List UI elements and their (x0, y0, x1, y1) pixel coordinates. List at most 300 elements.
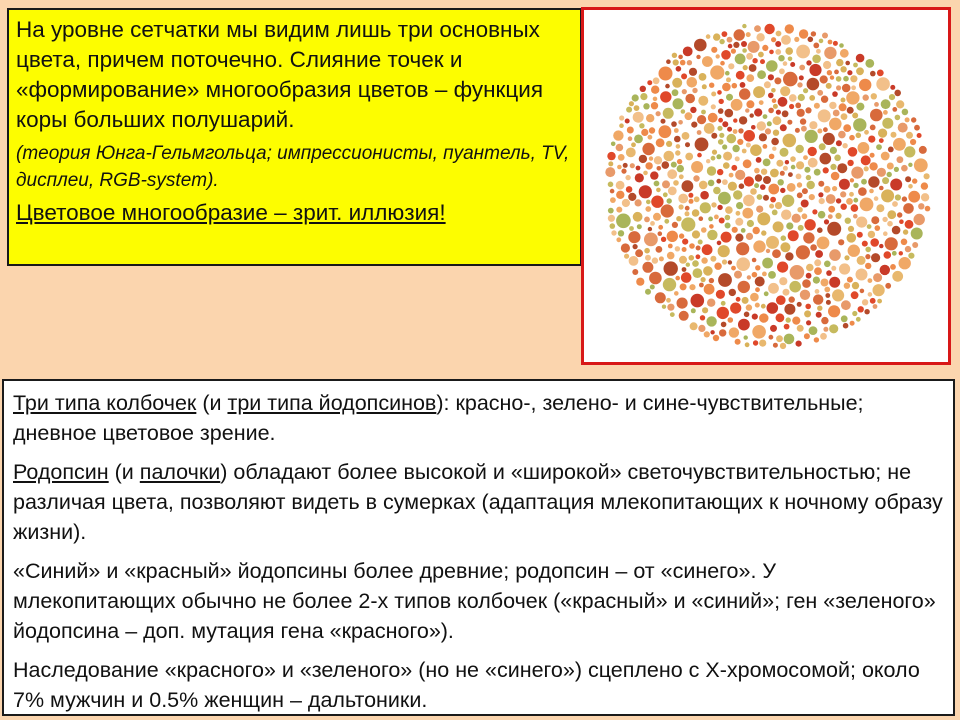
plate-dot (670, 312, 675, 317)
plate-dot (695, 138, 709, 152)
plate-dot (750, 293, 759, 302)
plate-dot (813, 43, 819, 49)
plate-dot (784, 334, 795, 345)
plate-dot (841, 315, 848, 322)
plate-dot (826, 83, 832, 89)
plate-dot (675, 150, 680, 155)
plate-dot (899, 251, 903, 255)
plate-dot (797, 182, 802, 187)
plate-dot (808, 158, 818, 168)
plate-dot (895, 194, 901, 200)
plate-dot (780, 148, 789, 157)
plate-dot (624, 254, 629, 259)
plate-dot (610, 189, 615, 194)
plate-dot (743, 159, 752, 168)
plate-dot (768, 108, 774, 114)
plate-dot (678, 55, 683, 60)
plate-dot (720, 61, 725, 66)
plate-dot (694, 196, 700, 202)
plate-dot (711, 133, 717, 139)
plate-dot (733, 129, 738, 134)
plate-dot (840, 49, 849, 58)
plate-dot (731, 99, 743, 111)
plate-dot (672, 89, 679, 96)
plate-dot (619, 123, 624, 128)
plate-dot (681, 217, 695, 231)
plate-dot (785, 252, 793, 260)
plate-dot (672, 78, 682, 88)
plate-dot (839, 43, 844, 48)
plate-dot (839, 263, 850, 274)
plate-dot (845, 61, 850, 66)
plate-dot (818, 181, 824, 187)
plate-dot (693, 268, 703, 278)
plate-dot (610, 197, 616, 203)
plate-dot (809, 194, 815, 200)
plate-dot (628, 193, 636, 201)
plate-dot (717, 241, 722, 246)
plate-dot (905, 220, 914, 229)
plate-dot (796, 145, 804, 153)
plate-dot (890, 264, 896, 270)
plate-dot (879, 138, 884, 143)
plate-dot (729, 289, 736, 296)
plate-dot (761, 169, 767, 175)
plate-dot (880, 265, 890, 275)
plate-dot (794, 37, 799, 42)
plate-dot (682, 239, 688, 245)
plate-dot (797, 207, 802, 212)
plate-dot (646, 200, 651, 205)
plate-dot (874, 196, 879, 201)
plate-dot (689, 199, 694, 204)
plate-dot (807, 181, 815, 189)
plate-dot (877, 70, 884, 77)
plate-dot (810, 244, 817, 251)
plate-dot (668, 187, 677, 196)
plate-dot (673, 59, 679, 65)
plate-dot (639, 155, 647, 163)
plate-dot (781, 35, 791, 45)
plate-dot (630, 163, 635, 168)
plate-dot (844, 255, 849, 260)
plate-dot (819, 39, 824, 44)
plate-dot (820, 153, 832, 165)
plate-dot (707, 230, 717, 240)
plate-dot (823, 133, 835, 145)
plate-dot (765, 128, 771, 134)
plate-dot (704, 284, 715, 295)
plate-dot (728, 317, 734, 323)
plate-dot (905, 176, 911, 182)
plate-dot (704, 331, 710, 337)
plate-dot (796, 341, 802, 347)
plate-dot (702, 84, 707, 89)
plate-dot (830, 75, 834, 79)
plate-dot (834, 155, 841, 162)
plate-dot (823, 327, 828, 332)
plate-dot (840, 66, 846, 72)
plate-dot (757, 194, 763, 200)
plate-dot (780, 171, 785, 176)
cones-text-a: (и (196, 391, 228, 415)
plate-dot (738, 128, 743, 133)
plate-dot (718, 108, 724, 114)
plate-dot (650, 221, 655, 226)
plate-dot (805, 130, 818, 143)
plate-dot (681, 109, 686, 114)
plate-dot (711, 202, 716, 207)
plate-dot (709, 224, 714, 229)
plate-dot (622, 199, 630, 207)
plate-dot (662, 305, 666, 309)
plate-dot (856, 67, 864, 75)
plate-dot (776, 313, 785, 322)
plate-dot (605, 167, 615, 177)
plate-dot (821, 279, 829, 287)
plate-dot (636, 166, 641, 171)
plate-dot (896, 100, 904, 108)
plate-dot (901, 239, 908, 246)
cones-text-b: ): красно-, зелено- и сине-чувствительные; дневное цветовое зрение. (13, 391, 864, 445)
plate-dot (726, 77, 731, 82)
color-blindness-test-plate (584, 10, 948, 362)
plate-dot (681, 73, 687, 79)
plate-dot (819, 198, 825, 204)
plate-dot (849, 192, 854, 197)
plate-dot (806, 320, 811, 325)
plate-dot (764, 81, 771, 88)
plate-dot (747, 275, 751, 279)
plate-dot (679, 233, 684, 238)
plate-dot (832, 186, 837, 191)
plate-dot (833, 41, 838, 46)
plate-dot (881, 189, 894, 202)
plate-dot (668, 244, 673, 249)
plate-dot (746, 304, 752, 310)
plate-dot (628, 231, 640, 243)
plate-dot (690, 322, 698, 330)
plate-dot (821, 96, 828, 103)
plate-dot (889, 94, 895, 100)
plate-dot (914, 214, 925, 225)
plate-dot (740, 82, 746, 88)
plate-dot (877, 299, 882, 304)
plate-dot (742, 48, 747, 53)
plate-dot (865, 247, 871, 253)
plate-dot (776, 110, 781, 115)
plate-dot (744, 312, 750, 318)
plate-dot (826, 270, 832, 276)
plate-dot (884, 251, 892, 259)
plate-dot (869, 162, 877, 170)
plate-dot (840, 191, 846, 197)
plate-dot (678, 194, 688, 204)
plate-dot (659, 67, 673, 81)
plate-dot (858, 142, 870, 154)
plate-dot (701, 257, 707, 263)
plate-dot (729, 327, 739, 337)
plate-dot (903, 203, 914, 214)
plate-dot (764, 24, 774, 34)
plate-dot (649, 127, 655, 133)
plate-dot (752, 314, 758, 320)
plate-dot (830, 164, 836, 170)
plate-dot (802, 188, 808, 194)
plate-dot (732, 145, 739, 152)
plate-dot (676, 66, 682, 72)
plate-dot (706, 34, 711, 39)
rhodopsin-text-b: ) обладают более высокой и «широкой» светочувствительностью; не различая цвета, позволяют видеть в сумерках (адаптация млекопитающих к ночному образу жизни). (13, 460, 943, 544)
plate-dot (862, 241, 868, 247)
plate-dot (779, 277, 787, 285)
plate-dot (870, 298, 876, 304)
plate-dot (649, 156, 653, 160)
plate-dot (650, 171, 658, 179)
plate-dot (902, 196, 907, 201)
plate-dot (634, 135, 643, 144)
plate-dot (679, 174, 684, 179)
plate-dot (663, 108, 674, 119)
plate-dot (786, 317, 791, 322)
plate-dot (856, 103, 864, 111)
plate-dot (809, 326, 818, 335)
plate-dot (770, 169, 779, 178)
plate-dot (797, 109, 805, 117)
plate-dot (650, 285, 655, 290)
plate-dot (756, 157, 762, 163)
plate-dot (674, 136, 681, 143)
plate-dot (626, 107, 632, 113)
plate-dot (914, 125, 920, 131)
plate-dot (767, 302, 779, 314)
plate-dot (671, 121, 677, 127)
plate-dot (847, 70, 852, 75)
plate-dot (607, 152, 615, 160)
plate-dot (892, 271, 903, 282)
plate-dot (902, 109, 909, 116)
plate-dot (625, 175, 630, 180)
plate-dot (790, 156, 796, 162)
evolution-paragraph: «Синий» и «красный» йодопсины более древние; родопсин – от «синего». У млекопитающих обычно не более 2-х типов колбочек («красный» и «синий»; ген «зеленого» йодопсина – доп. мутация гена «красного»). (13, 559, 936, 643)
plate-dot (850, 75, 857, 82)
plate-dot (853, 214, 858, 219)
plate-dot (713, 33, 720, 40)
plate-dot (829, 277, 840, 288)
plate-dot (731, 266, 736, 271)
plate-dot (751, 125, 756, 130)
plate-dot (857, 232, 863, 238)
plate-dot (802, 279, 811, 288)
plate-dot (885, 237, 898, 250)
plate-dot (699, 283, 704, 288)
plate-dot (818, 192, 823, 197)
plate-dot (804, 167, 810, 173)
plate-dot (675, 276, 680, 281)
plate-dot (648, 135, 653, 140)
plate-dot (633, 244, 638, 249)
plate-dot (741, 228, 746, 233)
plate-dot (807, 78, 820, 91)
plate-dot (848, 147, 858, 157)
plate-dot (775, 41, 781, 47)
plate-dot (823, 61, 831, 69)
plate-dot (722, 121, 728, 127)
plate-dot (752, 272, 758, 278)
plate-dot (714, 215, 719, 220)
plate-dot (640, 86, 646, 92)
plate-dot (890, 179, 902, 191)
plate-dot (657, 166, 662, 171)
plate-dot (784, 324, 790, 330)
plate-dot (864, 166, 869, 171)
plate-dot (735, 156, 740, 161)
plate-dot (689, 255, 695, 261)
plate-dot (617, 165, 622, 170)
plate-dot (885, 283, 891, 289)
plate-dot (682, 89, 687, 94)
plate-dot (772, 147, 776, 151)
plate-dot (786, 222, 793, 229)
plate-dot (798, 94, 805, 101)
rhodopsin-text-a: (и (108, 460, 140, 484)
plate-dot (739, 88, 750, 99)
plate-dot (745, 108, 749, 112)
plate-dot (836, 85, 841, 90)
plate-dot (713, 335, 719, 341)
plate-dot (822, 33, 828, 39)
plate-dot (663, 278, 676, 291)
summary-box (7, 8, 582, 266)
plate-dot (851, 85, 856, 90)
plate-dot (828, 40, 833, 45)
plate-dot (856, 133, 862, 139)
plate-dot (621, 243, 630, 252)
plate-dot (658, 231, 663, 236)
plate-dot (853, 118, 866, 131)
plate-dot (688, 193, 693, 198)
plate-dot (858, 187, 867, 196)
plate-dot (809, 95, 815, 101)
plate-dot (754, 25, 761, 32)
plate-dot (773, 116, 782, 125)
plate-dot (643, 171, 648, 176)
plate-dot (632, 269, 638, 275)
plate-dot (692, 209, 700, 217)
plate-dot (783, 134, 797, 148)
plate-dot (842, 84, 851, 93)
plate-dot (790, 265, 805, 280)
plate-dot (704, 123, 715, 134)
plate-dot (785, 160, 789, 164)
plate-dot (874, 102, 879, 107)
plate-dot (780, 242, 790, 252)
plate-dot (697, 115, 706, 124)
iodopsins-link[interactable]: три типа йодопсинов (227, 391, 437, 415)
plate-dot (789, 104, 794, 109)
plate-dot (616, 191, 624, 199)
plate-dot (706, 159, 710, 163)
plate-dot (754, 183, 759, 188)
plate-dot (672, 53, 677, 58)
plate-dot (814, 337, 819, 342)
plate-dot (706, 316, 716, 326)
plate-dot (890, 85, 895, 90)
plate-dot (701, 227, 707, 233)
plate-dot (746, 32, 751, 37)
plate-dot (853, 63, 858, 68)
plate-dot (681, 272, 692, 283)
plate-dot (648, 227, 652, 231)
plate-dot (633, 212, 643, 222)
plate-dot (618, 230, 624, 236)
plate-dot (716, 54, 720, 58)
rhodopsin-link[interactable]: Родопсин (13, 460, 109, 484)
plate-dot (692, 260, 699, 267)
plate-dot (774, 77, 781, 84)
plate-dot (862, 299, 868, 305)
plate-dot (659, 256, 664, 261)
plate-dot (654, 156, 662, 164)
plate-dot (792, 214, 801, 223)
plate-dot (903, 229, 908, 234)
plate-dot (868, 278, 873, 283)
plate-dot (723, 152, 732, 161)
rods-link[interactable]: палочки (139, 460, 221, 484)
plate-dot (736, 202, 743, 209)
plate-dot (826, 300, 831, 305)
plate-dot (734, 271, 742, 279)
plate-dot (796, 161, 804, 169)
plate-dot (815, 250, 823, 258)
plate-dot (696, 254, 701, 259)
plate-dot (718, 273, 732, 287)
plate-dot (718, 245, 730, 257)
plate-dot (677, 298, 688, 309)
plate-dot (811, 31, 816, 36)
plate-dot (721, 50, 731, 60)
plate-dot (750, 188, 757, 195)
cones-link[interactable]: Три типа колбочек (13, 391, 197, 415)
plate-dot (876, 144, 882, 150)
plate-dot (679, 256, 687, 264)
plate-dot (844, 283, 850, 289)
plate-dot (823, 127, 828, 132)
plate-dot (679, 204, 684, 209)
plate-dot (652, 257, 658, 263)
plate-dot (887, 172, 892, 177)
plate-dot (644, 233, 658, 247)
plate-dot (841, 113, 848, 120)
plate-dot (757, 121, 766, 130)
plate-dot (863, 94, 869, 100)
plate-dot (812, 55, 821, 64)
plate-dot (912, 242, 918, 248)
plate-dot (645, 289, 651, 295)
plate-dot (780, 343, 786, 349)
plate-dot (883, 110, 888, 115)
plate-dot (673, 98, 684, 109)
plate-dot (773, 343, 778, 348)
plate-dot (703, 266, 713, 276)
plate-dot (881, 99, 891, 109)
plate-dot (860, 289, 865, 294)
plate-dot (837, 163, 847, 173)
plate-dot (666, 298, 671, 303)
plate-dot (841, 98, 846, 103)
plate-dot (725, 215, 731, 221)
plate-dot (772, 249, 781, 258)
